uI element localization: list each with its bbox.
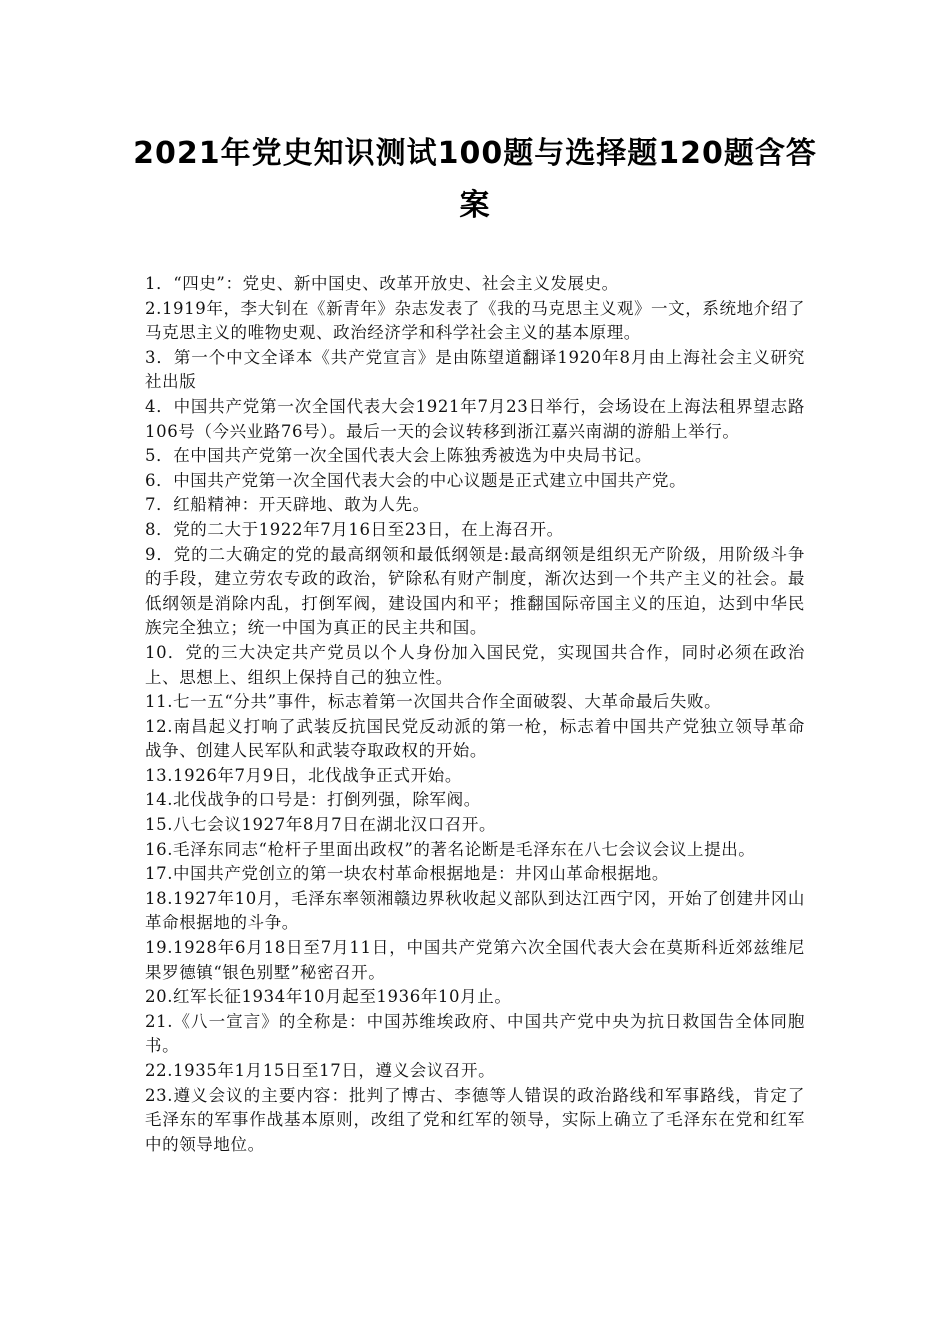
list-item: 23.遵义会议的主要内容：批判了博古、李德等人错误的政治路线和军事路线，肯定了毛泽东的军事作战基本原则，改组了党和红军的领导，实际上确立了毛泽东在党和红军中的领导地位。 bbox=[145, 1085, 805, 1154]
list-item: 20.红军长征1934年10月起至1936年10月止。 bbox=[145, 987, 512, 1007]
list-item: 22.1935年1月15日至17日，遵义会议召开。 bbox=[145, 1061, 496, 1080]
question-list bbox=[145, 272, 805, 1157]
list-item: 21.《八一宣言》的全称是：中国苏维埃政府、中国共产党中央为抗日救国告全体同胞书。 bbox=[145, 1011, 805, 1056]
document-title: 2021年党史知识测试100题与选择题120题含答案 bbox=[133, 136, 817, 223]
list-item: 9．党的二大确定的党的最高纲领和最低纲领是:最高纲领是组织无产阶级，用阶级斗争的手段，建立劳农专政的政治，铲除私有财产制度，渐次达到一个共产主义的社会。最低纲领是消除内乱，打倒军阀，建设国内和平；推翻国际帝国主义的压迫，达到中华民族完全独立；统一中国为真正的民主共和国。 bbox=[145, 544, 805, 638]
list-item: 14.北伐战争的口号是：打倒列强，除军阀。 bbox=[145, 790, 481, 810]
list-item: 12.南昌起义打响了武装反抗国民党反动派的第一枪，标志着中国共产党独立领导革命战争、创建人民军队和武装夺取政权的开始。 bbox=[145, 716, 805, 761]
list-item: 5．在中国共产党第一次全国代表大会上陈独秀被选为中央局书记。 bbox=[145, 446, 652, 466]
list-item: 10．党的三大决定共产党员以个人身份加入国民党，实现国共合作，同时必须在政治上、思想上、组织上保持自己的独立性。 bbox=[145, 642, 805, 687]
list-item: 7．红船精神：开天辟地、敢为人先。 bbox=[145, 495, 430, 515]
list-item: 13.1926年7月9日，北伐战争正式开始。 bbox=[145, 765, 462, 785]
list-item: 15.八七会议1927年8月7日在湖北汉口召开。 bbox=[145, 815, 497, 835]
list-item: 8．党的二大于1922年7月16日至23日，在上海召开。 bbox=[145, 519, 564, 539]
list-item: 17.中国共产党创立的第一块农村革命根据地是：井冈山革命根据地。 bbox=[145, 864, 669, 884]
list-item: 6．中国共产党第一次全国代表大会的中心议题是正式建立中国共产党。 bbox=[145, 470, 687, 490]
list-item: 1．“四史”：党史、新中国史、改革开放史、社会主义发展史。 bbox=[145, 274, 619, 293]
list-item: 18.1927年10月，毛泽东率领湘赣边界秋收起义部队到达江西宁冈，开始了创建井冈山革命根据地的斗争。 bbox=[145, 888, 805, 933]
list-item: 19.1928年6月18日至7月11日，中国共产党第六次全国代表大会在莫斯科近郊兹维尼果罗德镇“银色别墅”秘密召开。 bbox=[145, 938, 805, 982]
list-item: 16.毛泽东同志“枪杆子里面出政权”的著名论断是毛泽东在八七会议会议上提出。 bbox=[145, 839, 756, 859]
list-item: 4．中国共产党第一次全国代表大会1921年7月23日举行，会场设在上海法租界望志路106号（今兴业路76号）。最后一天的会议转移到浙江嘉兴南湖的游船上举行。 bbox=[145, 396, 805, 441]
list-item: 2.1919年，李大钊在《新青年》杂志发表了《我的马克思主义观》一文，系统地介绍了马克思主义的唯物史观、政治经济学和科学社会主义的基本原理。 bbox=[145, 298, 805, 343]
list-item: 3．第一个中文全译本《共产党宣言》是由陈望道翻译1920年8月由上海社会主义研究社出版 bbox=[145, 347, 805, 392]
list-item: 11.七一五“分共”事件，标志着第一次国共合作全面破裂、大革命最后失败。 bbox=[145, 692, 722, 712]
